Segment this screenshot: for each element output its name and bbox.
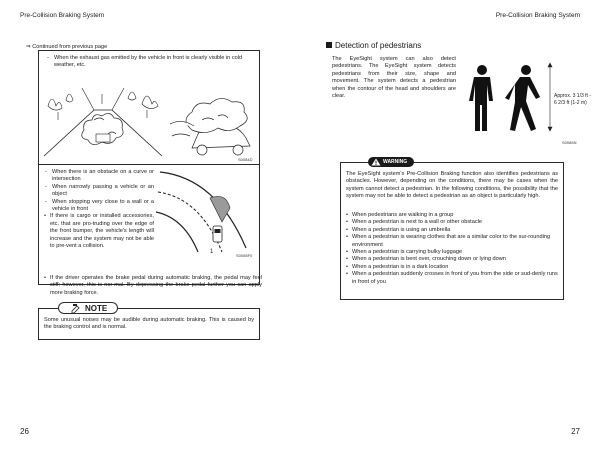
exhaust-item: - When the exhaust gas emitted by the vehicle in front is clearly visible in cold weather, etc.	[46, 55, 260, 70]
warning-title: WARNING	[383, 159, 408, 165]
figure-2-code: S0058F0	[236, 253, 253, 258]
warning-item-wall: • When a pedestrian is next to a wall or other obstacle	[346, 219, 558, 226]
cargo-bullet: • If there is cargo or installed accessories, etc. that are pro-truding over the edge of the front bumper, the vehicle's length will increase and the system may not be able to pre-vent a collision.	[44, 213, 154, 250]
warning-item-umbrella: • When a pedestrian is using an umbrella	[346, 227, 558, 234]
warning-triangle-icon	[371, 158, 381, 166]
warning-list	[346, 212, 558, 286]
figure-1-code: S0084D	[238, 157, 253, 162]
curve-illustration	[156, 168, 256, 256]
warning-item-clothes: • When a pedestrian is wearing clothes that are a similar color to the sur-rounding environment	[346, 234, 558, 249]
svg-text:1: 1	[210, 249, 214, 255]
walking-pedestrian-icon	[505, 65, 540, 131]
height-label: Approx. 3 1/3 ft - 6 2/3 ft (1-2 m)	[554, 93, 591, 106]
note-heading	[58, 302, 118, 314]
left-page-header: Pre-Collision Braking System	[20, 12, 105, 19]
standing-pedestrian-icon	[469, 65, 493, 131]
driver-brake-bullet: • If the driver operates the brake pedal during automatic braking, the pedal may feel stiff; however, this is nor-mal. By depressing the brake pedal further you can apply more braking force.	[44, 275, 262, 297]
pedestrian-figure-code: S0085N	[562, 140, 577, 145]
warning-item-dark: • When a pedestrian is in a dark location	[346, 264, 558, 271]
curve-item-obstacle: - When there is an obstacle on a curve or intersection	[44, 169, 154, 184]
note-text: Some unusual noises may be audible during automatic braking. This is caused by the braking control and is normal.	[44, 317, 254, 331]
section-square-icon	[326, 42, 332, 48]
curve-conditions-list	[44, 169, 154, 250]
double-arrow-icon: ⇒	[26, 44, 31, 50]
warning-text: The EyeSight system's Pre-Collision Braking function also identifies pedestrians as obstacles. However, depending on the conditions, there may be cases when the system cannot detect a pedestrian. In the following conditions, the possibility that the system may not be able to detect a pedestrian as an object is particularly high.	[346, 171, 558, 200]
note-title: NOTE	[85, 304, 108, 313]
continued-label: Continued from previous page	[32, 44, 108, 50]
section-title	[326, 41, 421, 50]
right-page-header: Pre-Collision Braking System	[495, 12, 580, 19]
right-page-number: 27	[571, 427, 580, 436]
pedestrian-illustration	[460, 62, 556, 134]
warning-item-group: • When pedestrians are walking in a group	[346, 212, 558, 219]
box-divider	[38, 164, 260, 165]
warning-item-luggage: • When a pedestrian is carrying bulky luggage	[346, 249, 558, 256]
section-title-text: Detection of pedestrians	[335, 41, 422, 50]
pedestrian-intro: The EyeSight system can also detect pedestrians. The EyeSight system detects pedestrians from their size, shape and movement. The system detects a pedestrian when the contour of the head and shoulders are clear.	[332, 56, 456, 100]
note-pencil-icon	[70, 303, 80, 313]
exhaust-illustration	[42, 76, 256, 162]
left-page-number: 26	[20, 427, 29, 436]
warning-item-bent: • When a pedestrian is bent over, crouching down or lying down	[346, 256, 558, 263]
warning-item-crossing: • When a pedestrian suddenly crosses in front of you from the side or sud-denly runs in front of you	[346, 271, 558, 286]
curve-item-stopping: - When stopping very close to a wall or a vehicle in front	[44, 199, 154, 214]
curve-item-passing: - When narrowly passing a vehicle or an object	[44, 184, 154, 199]
